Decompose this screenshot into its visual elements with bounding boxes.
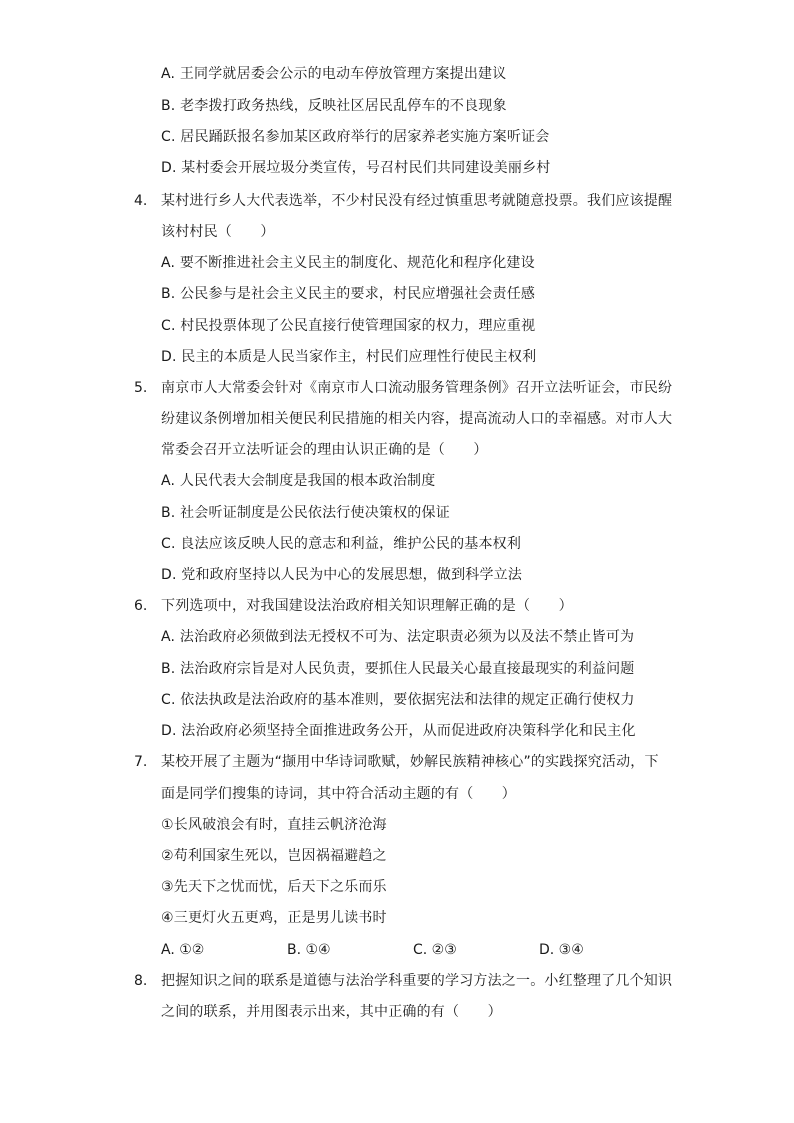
q7-poem-2: ②苟利国家生死以，岂因祸福避趋之 [161, 848, 387, 864]
question-number: 8. [134, 973, 148, 989]
q7-choice-c: C. ②③ [413, 942, 457, 958]
q7-poem-4: ④三更灯火五更鸡，正是男儿读书时 [161, 910, 387, 926]
q6-option-d: D. 法治政府必须坚持全面推进政务公开，从而促进政府决策科学化和民主化 [161, 723, 636, 739]
q5-stem-line: 纷建议条例增加相关便民利民措施的相关内容，提高流动人口的幸福感。对市人大 [161, 411, 673, 427]
q5-stem-line: 南京市人大常委会针对《南京市人口流动服务管理条例》召开立法听证会，市民纷 [161, 380, 673, 396]
q4-stem-line: 该村村民（ ） [161, 224, 275, 240]
q4-option-c: C. 村民投票体现了公民直接行使管理国家的权力，理应重视 [161, 318, 536, 334]
q6-option-a: A. 法治政府必须做到法无授权不可为、法定职责必须为以及法不禁止皆可为 [161, 629, 635, 645]
q3-option-a: A. 王同学就居委会公示的电动车停放管理方案提出建议 [161, 66, 507, 82]
q7-choice-d: D. ③④ [539, 942, 584, 958]
q6-option-c: C. 依法执政是法治政府的基本准则，要依据宪法和法律的规定正确行使权力 [161, 692, 635, 708]
q3-option-c: C. 居民踊跃报名参加某区政府举行的居家养老实施方案听证会 [161, 129, 550, 145]
question-number: 4. [134, 193, 148, 209]
q7-choice-b: B. ①④ [287, 942, 331, 958]
q5-option-b: B. 社会听证制度是公民依法行使决策权的保证 [161, 505, 450, 521]
q5-option-a: A. 人民代表大会制度是我国的根本政治制度 [161, 473, 436, 489]
q7-stem-line: 面是同学们搜集的诗词，其中符合活动主题的有（ ） [161, 786, 516, 802]
q3-option-b: B. 老李拨打政务热线，反映社区居民乱停车的不良现象 [161, 98, 507, 114]
q8-stem-line: 之间的联系，并用图表示出来，其中正确的有（ ） [161, 1004, 502, 1020]
q4-option-b: B. 公民参与是社会主义民主的要求，村民应增强社会责任感 [161, 286, 536, 302]
question-number: 6. [134, 598, 148, 614]
q4-option-d: D. 民主的本质是人民当家作主，村民们应理性行使民主权利 [161, 349, 537, 365]
q7-poem-1: ①长风破浪会有时，直挂云帆济沧海 [161, 817, 387, 833]
question-number: 5. [134, 380, 148, 396]
q8-stem-line: 把握知识之间的联系是道德与法治学科重要的学习方法之一。小红整理了几个知识 [161, 973, 673, 989]
q3-option-d: D. 某村委会开展垃圾分类宣传，号召村民们共同建设美丽乡村 [161, 160, 551, 176]
q4-option-a: A. 要不断推进社会主义民主的制度化、规范化和程序化建设 [161, 255, 535, 271]
question-number: 7. [134, 754, 148, 770]
q7-stem-line: 某校开展了主题为“撷用中华诗词歌赋，妙解民族精神核心”的实践探究活动，下 [161, 754, 659, 770]
q7-choice-a: A. ①② [161, 942, 205, 958]
q6-stem-line: 下列选项中，对我国建设法治政府相关知识理解正确的是（ ） [161, 598, 573, 614]
q6-option-b: B. 法治政府宗旨是对人民负责，要抓住人民最关心最直接最现实的利益问题 [161, 661, 635, 677]
q5-stem-line: 常委会召开立法听证会的理由认识正确的是（ ） [161, 442, 488, 458]
q7-poem-3: ③先天下之忧而忧，后天下之乐而乐 [161, 879, 387, 895]
q5-option-d: D. 党和政府坚持以人民为中心的发展思想，做到科学立法 [161, 567, 523, 583]
q5-option-c: C. 良法应该反映人民的意志和利益，维护公民的基本权利 [161, 536, 522, 552]
q4-stem-line: 某村进行乡人大代表选举，不少村民没有经过慎重思考就随意投票。我们应该提醒 [161, 193, 673, 209]
